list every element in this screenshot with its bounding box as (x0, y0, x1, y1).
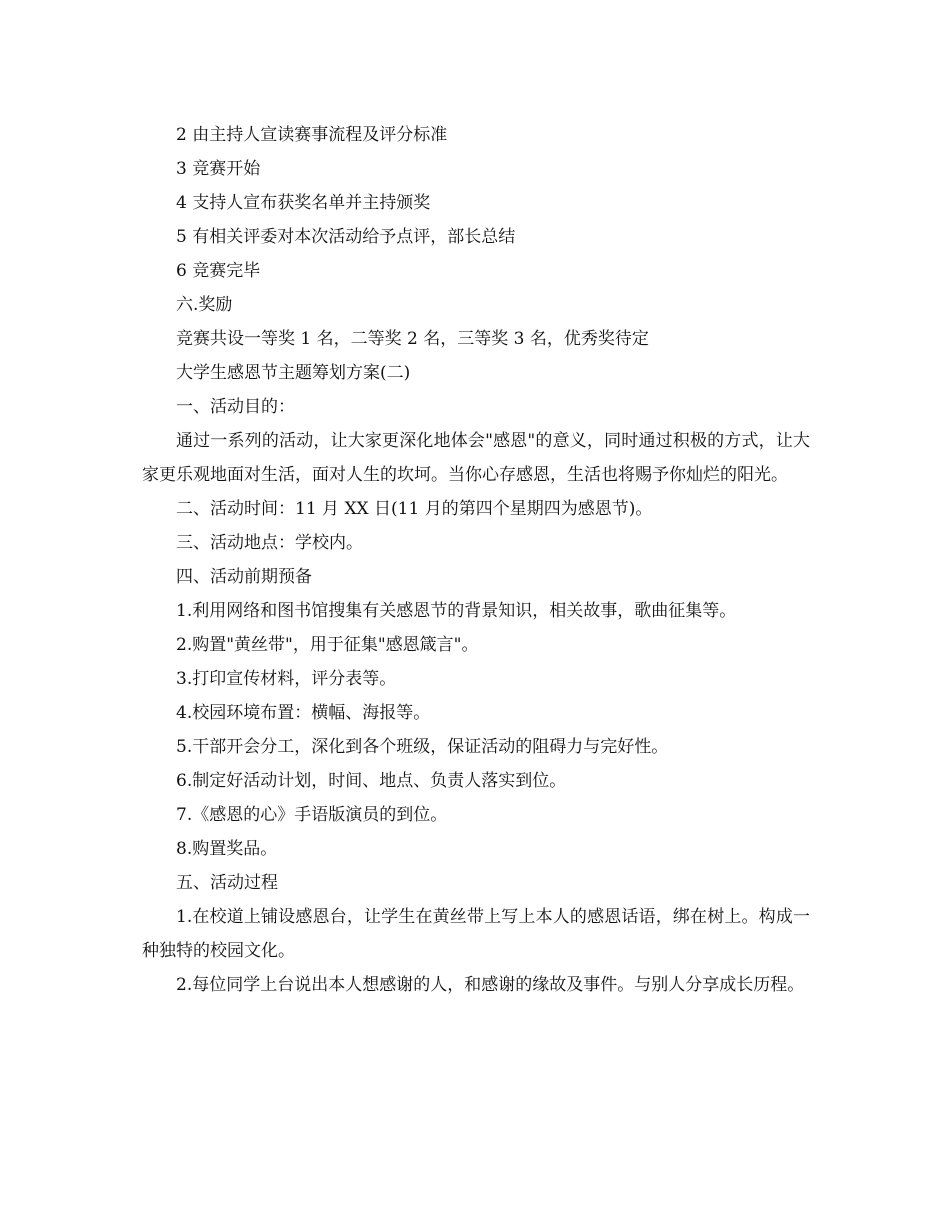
section-heading: 一、活动目的： (176, 397, 295, 417)
section-heading: 二、活动时间：11 月 XX 日(11 月的第四个星期四为感恩节)。 (176, 499, 653, 519)
list-item: 2.每位同学上台说出本人想感谢的人，和感谢的缘故及事件。与别人分享成长历程。 (176, 975, 805, 995)
list-item: 1.在校道上铺设感恩台，让学生在黄丝带上写上本人的感恩话语，绑在树上。构成一种独特的校园文化。 (142, 907, 810, 961)
list-item: 2.购置"黄丝带"，用于征集"感恩箴言"。 (176, 635, 479, 655)
paragraph: 4 支持人宣布获奖名单并主持颁奖 (176, 193, 431, 213)
paragraph: 3 竞赛开始 (176, 159, 261, 179)
section-heading: 五、活动过程 (176, 873, 278, 893)
list-item: 8.购置奖品。 (176, 839, 278, 859)
section-heading: 四、活动前期预备 (176, 567, 312, 587)
list-item: 5.干部开会分工，深化到各个班级，保证活动的阻碍力与完好性。 (176, 737, 669, 757)
list-item: 3.打印宣传材料，评分表等。 (176, 669, 397, 689)
list-item: 1.利用网络和图书馆搜集有关感恩节的背景知识，相关故事，歌曲征集等。 (176, 601, 737, 621)
section-heading: 六.奖励 (176, 295, 233, 315)
document-body (142, 118, 810, 1002)
list-item: 6.制定好活动计划，时间、地点、负责人落实到位。 (176, 771, 567, 791)
section-heading: 三、活动地点：学校内。 (176, 533, 363, 553)
paragraph: 2 由主持人宣读赛事流程及评分标准 (176, 125, 448, 145)
paragraph: 5 有相关评委对本次活动给予点评，部长总结 (176, 227, 516, 247)
document-subtitle: 大学生感恩节主题筹划方案(二) (176, 363, 411, 383)
paragraph: 6 竞赛完毕 (176, 261, 261, 281)
paragraph: 竞赛共设一等奖 1 名，二等奖 2 名，三等奖 3 名，优秀奖待定 (176, 329, 649, 349)
list-item: 4.校园环境布置：横幅、海报等。 (176, 703, 431, 723)
list-item: 7.《感恩的心》手语版演员的到位。 (176, 805, 448, 825)
paragraph: 通过一系列的活动，让大家更深化地体会"感恩"的意义，同时通过积极的方式，让大家更乐观地面对生活，面对人生的坎坷。当你心存感恩，生活也将赐予你灿烂的阳光。 (142, 431, 810, 485)
